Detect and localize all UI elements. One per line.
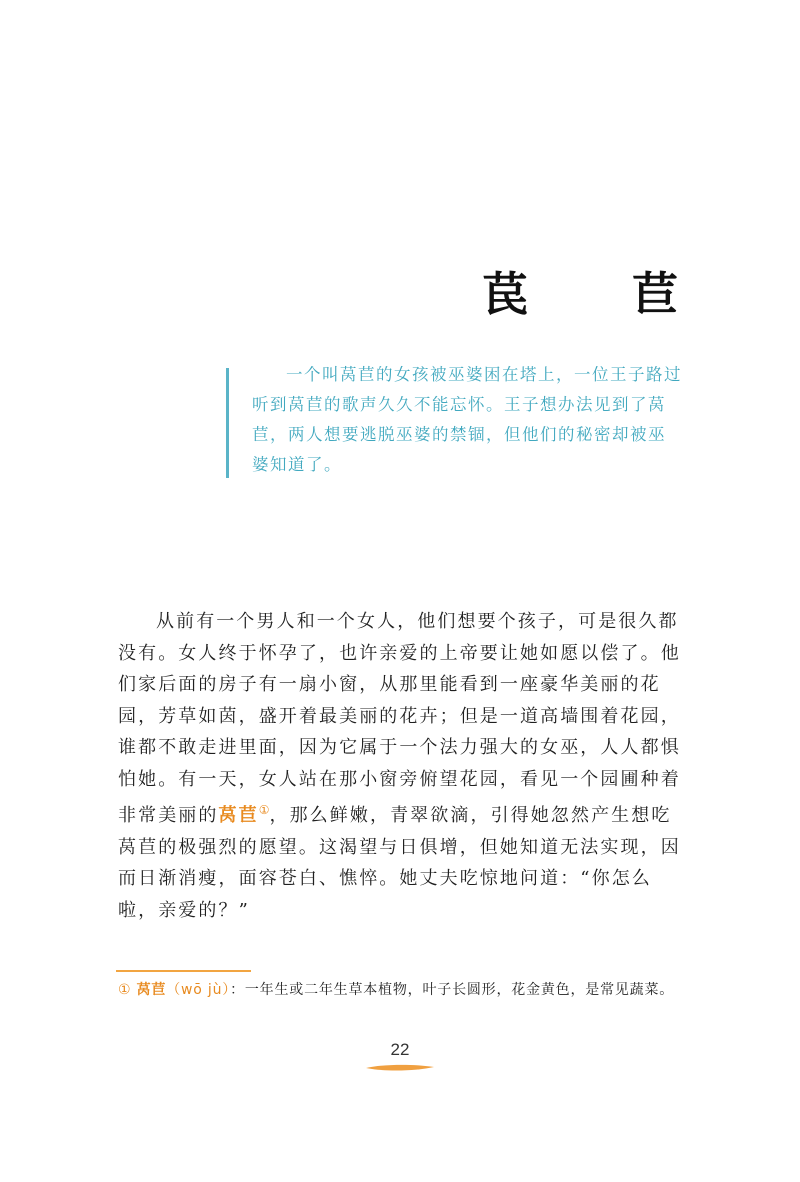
- page-number: 22: [390, 1040, 410, 1059]
- footnote-reference[interactable]: ①: [258, 803, 270, 817]
- summary-text: 一个叫莴苣的女孩被巫婆困在塔上，一位王子路过听到莴苣的歌声久久不能忘怀。王子想办法见到了莴苣，两人想要逃脱巫婆的禁锢，但他们的秘密却被巫婆知道了。: [252, 365, 682, 474]
- chapter-summary: [252, 360, 682, 480]
- story-paragraph: [118, 606, 690, 926]
- footnote: [118, 979, 690, 1001]
- footnote-definition: ：一年生或二年生草本植物，叶子长圆形，花金黄色，是常见蔬菜。: [230, 982, 675, 998]
- story-body: [118, 606, 690, 926]
- chapter-title: 苠 苣: [481, 267, 722, 321]
- footnote-divider: [116, 970, 251, 972]
- summary-accent-bar: [226, 368, 229, 478]
- paragraph-text-after: ，那么鲜嫩，青翠欲滴，引得她忽然产生想吃莴苣的极强烈的愿望。这渴望与日俱增，但她知道无法实现，因而日渐消瘦，面容苍白、憔悴。她丈夫吃惊地问道：“你怎么啦，亲爱的？”: [118, 805, 681, 921]
- footnote-term: 莴苣: [136, 982, 167, 998]
- footnote-pinyin: （wō jù）: [166, 982, 231, 998]
- paragraph-text-before: 从前有一个男人和一个女人，他们想要个孩子，可是很久都没有。女人终于怀孕了，也许亲爱的上帝要让她如愿以偿了。他们家后面的房子有一扇小窗，从那里能看到一座豪华美丽的花园，芳草如茵，盛开着最美丽的花卉；但是一道高墙围着花园，谁都不敢走进里面，因为它属于一个法力强大的女巫，人人都惧怕她。有一天，女人站在那小窗旁俯望花园，看见一个园圃种着非常美丽的: [118, 611, 681, 826]
- page-number-swoosh-icon: [364, 1062, 436, 1074]
- highlighted-term: 莴苣: [218, 805, 259, 826]
- footnote-marker: ①: [118, 982, 132, 998]
